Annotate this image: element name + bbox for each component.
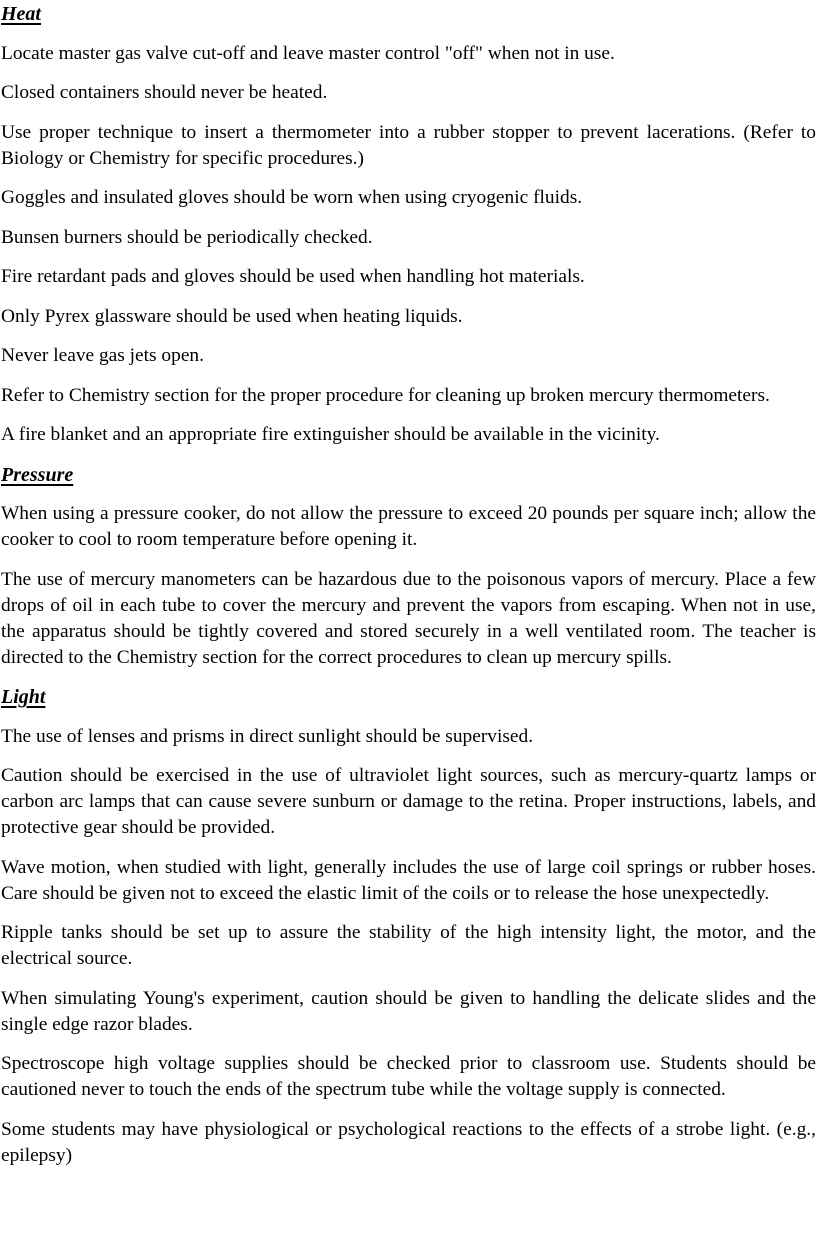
heat-item-9: Refer to Chemistry section for the proper procedure for cleaning up broken mercury thermometers. <box>1 384 770 406</box>
light-item-4: Ripple tanks should be set up to assure the stability of the high intensity light, the motor, and the electrical source. <box>1 922 816 969</box>
heat-item-3: Use proper technique to insert a thermometer into a rubber stopper to prevent lacerations. (Refer to Biology or Chemistry for specific procedures.) <box>1 121 816 169</box>
section-heading-light: Light <box>1 686 46 708</box>
pressure-item-2: The use of mercury manometers can be hazardous due to the poisonous vapors of mercury. Place a few drops of oil in each tube to cover the mercury and prevent the vapors from escaping. When not in use, the apparatus should be tightly covered and stored securely in a well ventilated room. The teacher is directed to the Chemistry section for the correct procedures to clean up mercury spills. <box>1 568 816 668</box>
light-item-7: Some students may have physiological or psychological reactions to the effects of a strobe light. (e.g., epilepsy) <box>1 1118 816 1166</box>
light-item-2: Caution should be exercised in the use of ultraviolet light sources, such as mercury-quartz lamps or carbon arc lamps that can cause severe sunburn or damage to the retina. Proper instructions, labels, and protective gear should be provided. <box>1 765 816 838</box>
light-item-6: Spectroscope high voltage supplies should be checked prior to classroom use. Students should be cautioned never to touch the ends of the spectrum tube while the voltage supply is connected. <box>1 1053 816 1100</box>
section-heading-heat: Heat <box>1 3 41 25</box>
heat-item-6: Fire retardant pads and gloves should be used when handling hot materials. <box>1 266 585 287</box>
light-item-5: When simulating Young's experiment, caution should be given to handling the delicate slides and the single edge razor blades. <box>1 987 816 1035</box>
heat-item-4: Goggles and insulated gloves should be worn when using cryogenic fluids. <box>1 187 583 208</box>
light-item-3: Wave motion, when studied with light, generally includes the use of large coil springs or rubber hoses. Care should be given not to exceed the elastic limit of the coils or to release the hose unexpectedly. <box>1 856 816 904</box>
heat-item-10: A fire blanket and an appropriate fire extinguisher should be available in the vicinity. <box>1 424 660 445</box>
section-heading-pressure: Pressure <box>1 463 74 486</box>
heat-item-5: Bunsen burners should be periodically checked. <box>1 226 373 248</box>
light-item-1: The use of lenses and prisms in direct sunlight should be supervised. <box>1 725 534 747</box>
heat-item-2: Closed containers should never be heated. <box>1 82 328 103</box>
pressure-item-1: When using a pressure cooker, do not allow the pressure to exceed 20 pounds per square inch; allow the cooker to cool to room temperature before opening it. <box>1 503 816 550</box>
heat-item-1: Locate master gas valve cut-off and leave master control "off" when not in use. <box>1 42 615 64</box>
heat-item-7: Only Pyrex glassware should be used when heating liquids. <box>1 305 463 327</box>
heat-item-8: Never leave gas jets open. <box>1 345 204 366</box>
